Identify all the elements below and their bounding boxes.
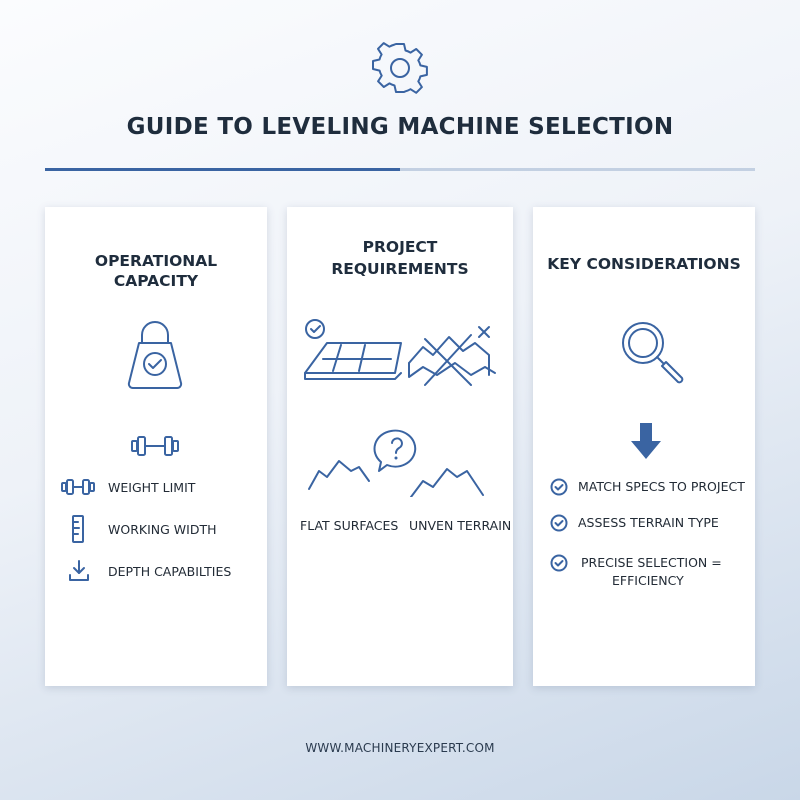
gear-icon bbox=[372, 40, 428, 96]
footer-url: WWW.MACHINERYEXPERT.COM bbox=[305, 741, 495, 755]
card-title-line1: PROJECT bbox=[362, 238, 438, 256]
dumbbell-icon bbox=[60, 478, 96, 496]
title-divider-light bbox=[400, 168, 755, 171]
magnifier-icon bbox=[619, 319, 685, 385]
card-operational-capacity bbox=[45, 207, 267, 686]
card-title-line1: OPERATIONAL bbox=[94, 252, 218, 270]
item-working-width: WORKING WIDTH bbox=[108, 522, 217, 537]
check-circle-icon bbox=[550, 554, 568, 572]
card-title-line2: REQUIREMENTS bbox=[331, 260, 469, 278]
dumbbell-icon bbox=[130, 435, 180, 457]
label-uneven-terrain: UNVEN TERRAIN bbox=[409, 518, 512, 533]
item-precise-selection-line1: PRECISE SELECTION = bbox=[581, 555, 722, 570]
item-depth-capabilities: DEPTH CAPABILTIES bbox=[108, 564, 232, 579]
label-flat-surfaces: FLAT SURFACES bbox=[300, 518, 399, 533]
item-weight-limit: WEIGHT LIMIT bbox=[108, 480, 196, 495]
card-key-considerations bbox=[533, 207, 755, 686]
item-precise-selection-line2: EFFICIENCY bbox=[612, 573, 684, 588]
title-divider-accent bbox=[45, 168, 400, 171]
card-project-requirements bbox=[287, 207, 513, 686]
card-title: KEY CONSIDERATIONS bbox=[547, 255, 741, 273]
flat-surface-icon bbox=[301, 315, 405, 385]
uneven-terrain-crossed-icon bbox=[405, 323, 505, 389]
down-arrow-tray-icon bbox=[68, 559, 90, 583]
card-title-line2: CAPACITY bbox=[113, 272, 199, 290]
weight-icon bbox=[122, 319, 188, 391]
item-assess-terrain: ASSESS TERRAIN TYPE bbox=[578, 515, 719, 530]
ruler-icon bbox=[71, 514, 85, 544]
terrain-question-icon bbox=[307, 427, 493, 497]
item-match-specs: MATCH SPECS TO PROJECT bbox=[578, 479, 745, 494]
check-circle-icon bbox=[550, 478, 568, 496]
page-title: GUIDE TO LEVELING MACHINE SELECTION bbox=[126, 114, 674, 140]
down-arrow-icon bbox=[631, 423, 661, 461]
check-circle-icon bbox=[550, 514, 568, 532]
